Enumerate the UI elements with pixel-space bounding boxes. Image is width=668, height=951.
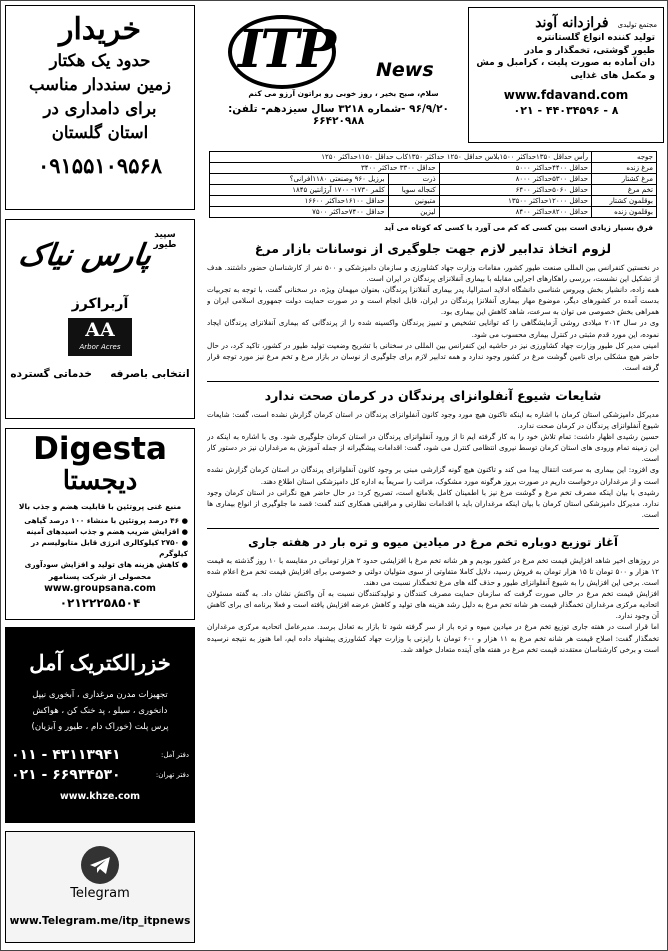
table-cell: لیزین	[388, 207, 439, 218]
table-row	[210, 185, 657, 196]
digesta-logo-fa: دیجستا	[62, 466, 138, 496]
table-cell: ذرت	[388, 174, 439, 185]
digesta-bullet: ● ۲۷۵۰ کیلوکالری انرژی قابل متابولیسم در کیلوگرم	[31, 538, 188, 558]
arbor-acres-mark: AA	[85, 319, 115, 341]
fardavand-line: طیور گوشتی، تخمگذار و مادر	[524, 45, 655, 56]
khazar-line: پرس پلت (خوراک دام ، طیور و آبزیان)	[31, 722, 169, 732]
ads-column	[5, 5, 197, 948]
khazar-office-phone[interactable]: ۰۱۱ - ۴۳۱۱۳۹۴۱	[11, 747, 121, 763]
fardavand-website[interactable]: www.fdavand.com	[503, 88, 629, 102]
digesta-bullet: ● افزایش ضریب هضم و جذب اسیدهای آمینه	[26, 527, 188, 536]
khazar-lines	[6, 687, 194, 735]
article-paragraph: افزایش قیمت تخم مرغ در حالی صورت گرفت که سازمان حمایت مصرف کنندگان و تولیدکنندگان نسبت به آن واکنش نشان داد. به گفته مسئولان اتحادیه مرکزی مرغداران تخمگذار قیمت هر شانه تخم مرغ به دلیل رشد هزینه های تولید و کاهش عرضه افزایش یافته است و فعلا برنامه ای برای کاهش آن وجود ندارد.	[207, 589, 659, 621]
table-cell: تخم مرغ	[592, 185, 657, 196]
parsniak-subtitle: آربراکرز	[71, 296, 129, 312]
arbor-acres-caption: Arbor Acres	[79, 343, 121, 351]
issue-line: ۹۶/۹/۲۰ -شماره ۳۲۱۸ سال سیزدهم- تلفن: ۶۶۴۲۰۹۸۸	[228, 103, 449, 127]
buyer-ad	[5, 5, 195, 210]
itp-logo: ITP	[238, 19, 335, 80]
telegram-url[interactable]: www.Telegram.me/itp_itpnews	[9, 915, 191, 927]
table-cell: جوجه	[592, 152, 657, 163]
digesta-product-of: محصولی از شرکت پسنامهر	[48, 572, 152, 581]
table-cell: حداقل ۳۳۰۰ حداکثر ۳۴۰۰	[210, 163, 440, 174]
parsniak-slogan: انتخابی باصرفه خدماتی گسترده	[10, 368, 190, 380]
table-row	[210, 152, 657, 163]
article-paragraph: رشیدی با بیان اینکه مصرف تخم مرغ و گوشت مرغ نیز با اطمینان کامل بلامانع است، تصریح کرد: در حال حاضر هیچ نگرانی در استان کرمان وجود ندارد. مدیرکل دامپزشکی استان کرمان با بیان اینکه مرغداران باید با اقدامات نظارتی و مراقبتی همکاری کنند گفت: قصد ما جلوگیری از انواع بیماری ها است.	[207, 487, 659, 519]
khazar-line: دانخوری ، سیلو ، پد خنک کن ، هواکش	[32, 706, 168, 716]
fardavand-header	[469, 8, 663, 31]
table-cell: حداقل ۱۲۰۰۰حداکثر ۱۳۵۰۰	[439, 196, 591, 207]
digesta-bullets	[10, 515, 188, 570]
article-3	[207, 535, 659, 655]
table-cell: حداقل ۵۰۶۰حداکثر ۶۴۰۰	[439, 185, 591, 196]
article-paragraph: امینی مدیر کل طیور وزارت جهاد کشاورزی نیز در حاشیه این کنفرانس بین المللی در سخنانی با تشریح وضعیت تولید طیور در کشور، تاکید کرد، در حال حاضر هیچ مشکلی برای تامین گوشت مرغ در کشور وجود ندارد و همه تدابیر لازم برای جلوگیری از نوسان در بازار مرغ و تخم مرغ نیز مورد توجه قرار گرفته است.	[207, 340, 659, 372]
parsniak-logo-small: سپید طیور	[153, 230, 177, 250]
fardavand-line: تولید کننده انواع گلستانتره	[536, 33, 655, 43]
divider	[207, 381, 659, 382]
buyer-ad-phone[interactable]: ۰۹۱۵۵۱۰۹۵۶۸	[37, 153, 163, 178]
article-paragraph: همه زاده، دانشیار بخش ویروس شناسی دانشگاه ادلاید استرالیا، پدر بیماری آنفلانزا پرندگان، بعنوان میهمان ویژه، در سخنانی گفت، با توجه به تجربیات بدست آمده در کشورهای دیگر، موضوع مهار بیماری آنفلانزا پرندگان در ایران، قابل انجام است و در صورت حمایت دولت جمهوری اسلامی ایران و همراهی بخش خصوصی می توان به سرعت، شاهد کاهش این بیماری بود.	[207, 285, 659, 317]
masthead	[216, 11, 461, 127]
masthead-slogan: سلام، صبح بخیر ، روز خوبی رو براتون آرزو می کنم	[248, 89, 439, 98]
digesta-logo-en: Digesta	[33, 431, 167, 467]
table-cell: حداقل ۱۶۱۰۰حداکثر ۱۶۶۰۰	[210, 196, 389, 207]
fardavand-label: مجتمع تولیدی	[617, 21, 657, 29]
khazar-tehran-label: دفتر تهران:	[155, 771, 189, 779]
buyer-ad-line: برای دامداری در	[43, 99, 157, 118]
khazar-line: تجهیزات مدرن مرغداری ، آبخوری نیپل	[32, 690, 168, 700]
article-paragraph: حسین رشیدی اظهار داشت: تمام تلاش خود را به کار گرفته ایم تا از ورود آنفلوانزای پرندگان در استان کرمان جلوگیری شود. وی با اشاره به اینکه در این زمینه تمام ورودی های استان کرمان توسط نیروی انتظامی کنترل می شود، گفت: اقدامات پیشگیرانه از جمله آموزش به مرغداران نیز در دستور کار است.	[207, 432, 659, 464]
table-cell: متیونین	[388, 196, 439, 207]
article-paragraph: مدیرکل دامپزشکی استان کرمان با اشاره به اینکه تاکنون هیچ مورد وجود کانون آنفلوانزای پرندگان در استان کرمان گزارش نشده است، گفت: شایعات شیوع آنفلوانزای پرندگان در کرمان صحت ندارد.	[207, 409, 659, 431]
buyer-ad-line: استان گلستان	[51, 123, 149, 142]
fardavand-line: دان آماده به صورت پلیت ، کرامبل و مش	[476, 58, 655, 68]
article-1	[207, 241, 659, 373]
table-row	[210, 174, 657, 185]
telegram-ad[interactable]	[5, 831, 195, 943]
quote: فرق بسیار زیادی است بین کسی که کم می آورد با کسی که کوتاه می آید	[384, 223, 653, 232]
fardavand-line: و مکمل های غذایی	[570, 70, 655, 81]
fardavand-lines	[469, 31, 663, 82]
buyer-ad-line: حدود یک هکتار	[49, 51, 151, 70]
article-title: شایعات شیوع آنفلوانزای پرندگان در کرمان صحت ندارد	[264, 387, 602, 403]
article-title: آغاز توزیع دوباره تخم مرغ در میادین میوه و تره بار در هفته جاری	[248, 534, 618, 549]
article-body	[207, 555, 659, 655]
khazar-ad	[5, 627, 195, 823]
fardavand-phone[interactable]: ۰۲۱ - ۴۴۰۳۴۵۹۶ - ۸	[513, 104, 619, 117]
paper-plane-icon	[81, 846, 119, 884]
articles-column	[207, 241, 659, 946]
buyer-ad-title: خریدار	[58, 12, 142, 47]
table-cell: برزیل ۹۶۰ وصنعتی ۱۱۸۰افرانی؟	[210, 174, 389, 185]
fardavand-name: فرازدانه آوند	[535, 15, 609, 31]
fardavand-ad	[468, 7, 664, 143]
buyer-ad-text	[6, 49, 194, 145]
khazar-office-label: دفتر آمل:	[160, 751, 189, 759]
table-cell: حداقل ۵۳۰۰حداکثر ۸۰۰۰	[439, 174, 591, 185]
table-cell: مرغ کشتار	[592, 174, 657, 185]
article-body	[207, 409, 659, 520]
telegram-label: Telegram	[70, 886, 130, 901]
price-table	[209, 151, 657, 218]
table-row	[210, 163, 657, 174]
price-table-block	[209, 151, 657, 232]
table-cell: کلمر ۱۷۳۰- ۱۷۰۰ آرژانتین ۱۸۴۵	[210, 185, 389, 196]
khazar-website[interactable]: www.khze.com	[59, 791, 141, 802]
table-cell: بوقلمون کشتار	[592, 196, 657, 207]
parsniak-logo	[6, 228, 194, 292]
digesta-bullet: ● کاهش هزینه های تولید و افزایش سودآوری	[24, 560, 188, 569]
khazar-tehran-phone[interactable]: ۰۲۱ - ۶۶۹۳۴۵۳۰	[11, 767, 121, 783]
table-cell: رأس حداقل ۱۳۵۰حداکثر ۱۵۰۰بلاس حداقل ۱۲۵۰ حداکثر ۱۳۵۰کاب حداقل ۱۱۵۰حداکثر ۱۲۵۰	[210, 152, 592, 163]
khazar-tehran-row	[6, 767, 194, 783]
table-cell: حداقل ۴۴۰۰حداکثر ۵۰۰۰	[439, 163, 591, 174]
article-2	[207, 388, 659, 520]
article-paragraph: در نخستین کنفرانس بین المللی صنعت طیور کشور، مقامات وزارت جهاد کشاورزی و سازمان دامپزشکی و ۵۰۰ نفر از کارشناسان حضور داشتند. هدف از تشکیل این نشست، بررسی راهکارهای اجرایی مقابله با بیماری آنفلانزای پرندگان در ایران است.	[207, 263, 659, 284]
table-cell: حداقل ۸۲۰۰حداکثر ۸۴۰۰	[439, 207, 591, 218]
parsniak-ad	[5, 219, 195, 419]
article-body	[207, 262, 659, 373]
table-cell: حداقل ۷۴۰۰حداکثر ۷۵۰۰	[210, 207, 389, 218]
table-cell: کنجاله سویا	[388, 185, 439, 196]
article-paragraph: اما قرار است در هفته جاری توزیع تخم مرغ در میادین میوه و تره بار از سر گرفته شود تا بازار به تعادل برسد. مدیرعامل اتحادیه مرکزی مرغداران تخمگذار گفت: اصلاح قیمت هر شانه تخم مرغ به ۱۱ هزار و ۶۰۰ تومان با رایزنی با وزارت جهاد کشاورزی پیشنهاد داده ایم، اما هنوز به نتیجه نرسیده است و برخی کارشناسان معتقدند قیمت تخم مرغ در هفته های آینده متعادل خواهد شد.	[207, 622, 659, 654]
divider	[207, 528, 659, 529]
table-row	[210, 207, 657, 218]
arbor-acres-logo	[68, 318, 132, 356]
digesta-phone[interactable]: ۰۲۱۲۲۲۵۸۵۰۴	[59, 596, 141, 610]
digesta-website[interactable]: www.groupsana.com	[44, 583, 156, 594]
article-paragraph: در روزهای اخیر شاهد افزایش قیمت تخم مرغ در کشور بودیم و هر شانه تخم مرغ با افزایشی حدود ۲ هزار تومانی در مقایسه با ۱۰ روز گذشته به قیمت ۱۲ هزار و ۵۰۰ تومان تا ۱۵ هزار تومان به فروش رسید، دلایل کاملا متفاوتی از سوی متولیان دولتی و خصوصی برای افزایش قیمت تخم مرغ اعلام شده است. برخی این افزایش را به شیوع آنفلوانزای طیور و حذف گله های مرغ تخمگذار نسبت می دهند.	[207, 555, 659, 588]
article-paragraph: وی افزود: این بیماری به سرعت انتقال پیدا می کند و تاکنون هیچ گونه گزارشی مبنی بر وجود کانون آنفلوانزای پرندگان در استان کرمان گزارش نشده است و از مرغداران درخواست داریم در صورت بروز هرگونه مورد مشکوک، مراتب را سریعاً به اداره کل دامپزشکی استان اطلاع دهند.	[207, 465, 659, 486]
table-cell: بوقلمون زنده	[592, 207, 657, 218]
digesta-ad	[5, 428, 195, 620]
khazar-title: خزرالکتریک آمل	[29, 650, 171, 675]
khazar-office-row	[6, 747, 194, 763]
article-paragraph: وی در سال ۲۰۱۴ میلادی روشی آزمایشگاهی را که توانایی تشخیص و تمییز پرندگان واکسینه شده را از پرندگانی که بیماری آنفلانزای پرندگان ایجاد نموده، این مورد قدم مثبتی در کنترل بیماری محسوب می شود.	[207, 318, 659, 339]
news-logo: News	[376, 59, 434, 81]
digesta-tagline: منبع غنی پروتئین با قابلیت هضم و جذب بالا	[18, 502, 182, 511]
buyer-ad-line: زمین سنددار مناسب	[28, 75, 172, 94]
telegram-icon	[81, 846, 119, 884]
article-title: لزوم اتخاذ تدابیر لازم جهت جلوگیری از نوسانات بازار مرغ	[254, 241, 612, 256]
parsniak-logo-text: پارس نیاک	[16, 238, 154, 273]
table-cell: مرغ زنده	[592, 163, 657, 174]
table-row	[210, 196, 657, 207]
digesta-bullet: ● ۴۶ درصد پروتئین با منشاء ۱۰۰ درصد گیاهی	[24, 516, 188, 525]
